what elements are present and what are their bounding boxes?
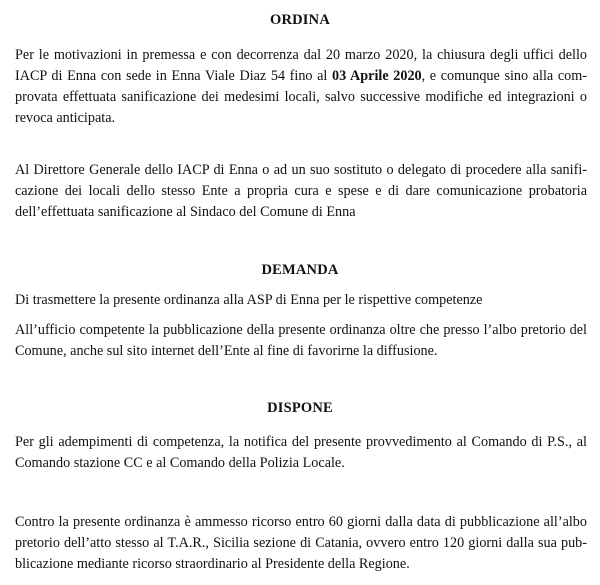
text-segment: , e comunque sino alla com- — [421, 68, 587, 84]
paragraph-demanda-ufficio — [15, 320, 587, 362]
heading-demanda: DEMANDA — [261, 262, 339, 278]
paragraph-ordina-chiusura — [15, 45, 587, 129]
paragraph-ordina-direttore — [15, 160, 587, 223]
text-line: cazione dei locali dello stesso Ente a propria cura e spese e di dare comunicazione probatoria — [15, 183, 587, 199]
text-line: provata effettuata sanificazione dei medesimi locali, salvo successive modifiche ed integrazioni o — [15, 89, 587, 105]
text-line: Per gli adempimenti di competenza, la notifica del presente provvedimento al Comando di P.S., al — [15, 434, 587, 450]
heading-dispone: DISPONE — [267, 400, 333, 416]
heading-ordina: ORDINA — [269, 12, 330, 28]
text-line: blicazione mediante ricorso straordinario al Presidente della Regione. — [15, 556, 410, 572]
text-line: Per le motivazioni in premessa e con decorrenza dal 20 marzo 2020, la chiusura degli uffici dello — [15, 47, 587, 63]
text-line — [15, 66, 587, 87]
text-line: Comando stazione CC e al Comando della Polizia Locale. — [15, 455, 345, 471]
text-line: All’ufficio competente la pubblicazione della presente ordinanza oltre che presso l’albo pretorio del — [15, 322, 587, 338]
text-line: Di trasmettere la presente ordinanza alla ASP di Enna per le rispettive competenze — [15, 292, 483, 308]
paragraph-demanda-trasmettere — [15, 290, 587, 311]
text-line: Al Direttore Generale dello IACP di Enna o ad un suo sostituto o delegato di procedere alla sanifi- — [15, 162, 587, 178]
text-line: Comune, anche sul sito internet dell’Ente al fine di favorirne la diffusione. — [15, 343, 438, 359]
paragraph-dispone-notifica — [15, 432, 587, 474]
text-segment: IACP di Enna con sede in Enna Viale Diaz 54 fino al — [15, 68, 332, 84]
paragraph-dispone-ricorso — [15, 512, 587, 575]
text-line: dell’effettuata sanificazione al Sindaco del Comune di Enna — [15, 204, 356, 220]
text-line: Contro la presente ordinanza è ammesso ricorso entro 60 giorni dalla data di pubblicazione all’albo — [15, 514, 587, 530]
text-line: revoca anticipata. — [15, 110, 116, 126]
date-emphasis: 03 Aprile 2020 — [332, 68, 422, 84]
text-line: pretorio dell’atto stesso al T.A.R., Sicilia sezione di Catania, ovvero entro 120 giorni dalla sua pub- — [15, 535, 587, 551]
